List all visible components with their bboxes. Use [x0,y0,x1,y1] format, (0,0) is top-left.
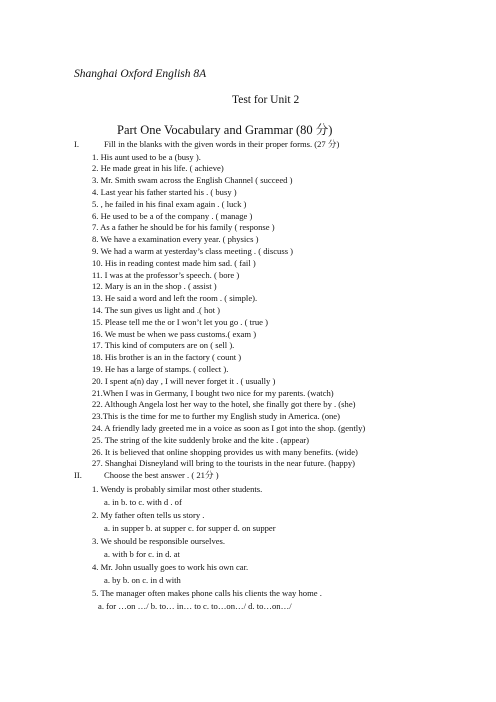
section-instruction: Choose the best answer . ( 21分 ) [104,470,219,481]
answer-options: a. in supper b. at supper c. for supper d. on supper [104,522,276,533]
question-item: 20. I spent a(n) day , I will never forget it . ( usually ) [92,375,276,386]
question-item: 16. We must be when we pass customs.( exam ) [92,328,257,339]
test-title: Test for Unit 2 [232,94,300,106]
question-item: 3. Mr. Smith swam across the English Channel ( succeed ) [92,175,293,186]
question-item: 3. We should be responsible ourselves. [92,535,226,546]
question-item: 18. His brother is an in the factory ( count ) [92,352,242,363]
answer-options: a. with b for c. in d. at [104,548,180,559]
question-item: 2. My father often tells us story . [92,509,205,520]
answer-options: a. in b. to c. with d . of [104,496,182,507]
question-item: 22. Although Angela lost her way to the hotel, she finally got there by . (she) [92,399,356,410]
section-number: II. [74,470,82,481]
question-item: 23.This is the time for me to further my English study in America. (one) [92,411,340,422]
question-item: 17. This kind of computers are on ( sell ). [92,340,235,351]
question-item: 12. Mary is an in the shop . ( assist ) [92,281,217,292]
answer-options: a. by b. on c. in d with [104,574,181,585]
question-item: 26. It is believed that online shopping provides us with many benefits. (wide) [92,446,358,457]
question-item: 2. He made great in his life. ( achieve) [92,163,224,174]
question-item: 10. His in reading contest made him sad. ( fail ) [92,257,256,268]
question-item: 5. , he failed in his final exam again . ( luck ) [92,198,247,209]
question-item: 5. The manager often makes phone calls his clients the way home . [92,587,322,598]
question-item: 1. Wendy is probably similar most other students. [92,483,263,494]
question-item: 14. The sun gives us light and .( hot ) [92,304,221,315]
question-item: 6. He used to be a of the company . ( manage ) [92,210,253,221]
question-item: 7. As a father he should be for his family ( response ) [92,222,275,233]
question-item: 21.When I was in Germany, I bought two nice for my parents. (watch) [92,387,334,398]
section-instruction: Fill in the blanks with the given words in their proper forms. (27 分) [104,139,340,149]
question-item: 1. His aunt used to be a (busy ). [92,151,201,162]
question-item: 13. He said a word and left the room . ( simple). [92,293,258,304]
question-item: 4. Last year his father started his . ( busy ) [92,186,237,197]
question-item: 27. Shanghai Disneyland will bring to the tourists in the near future. (happy) [92,458,356,469]
course-header: Shanghai Oxford English 8A [74,68,207,80]
question-item: 15. Please tell me the or I won’t let you go . ( true ) [92,316,268,327]
question-item: 11. I was at the professor’s speech. ( bore ) [92,269,240,280]
question-item: 8. We have a examination every year. ( physics ) [92,234,259,245]
question-item: 24. A friendly lady greeted me in a voice as soon as I got into the shop. (gently) [92,422,366,433]
question-item: 25. The string of the kite suddenly broke and the kite . (appear) [92,434,310,445]
question-item: 4. Mr. John usually goes to work his own car. [92,561,249,572]
question-item: 9. We had a warm at yesterday’s class meeting . ( discuss ) [92,245,294,256]
part-title: Part One Vocabulary and Grammar (80 分) [117,123,333,137]
answer-options: a. for …on …/ b. to… in… to c. to…on…/ d. to…on…/ [98,600,292,611]
section-number: I. [74,139,80,149]
question-item: 19. He has a large of stamps. ( collect ). [92,363,229,374]
